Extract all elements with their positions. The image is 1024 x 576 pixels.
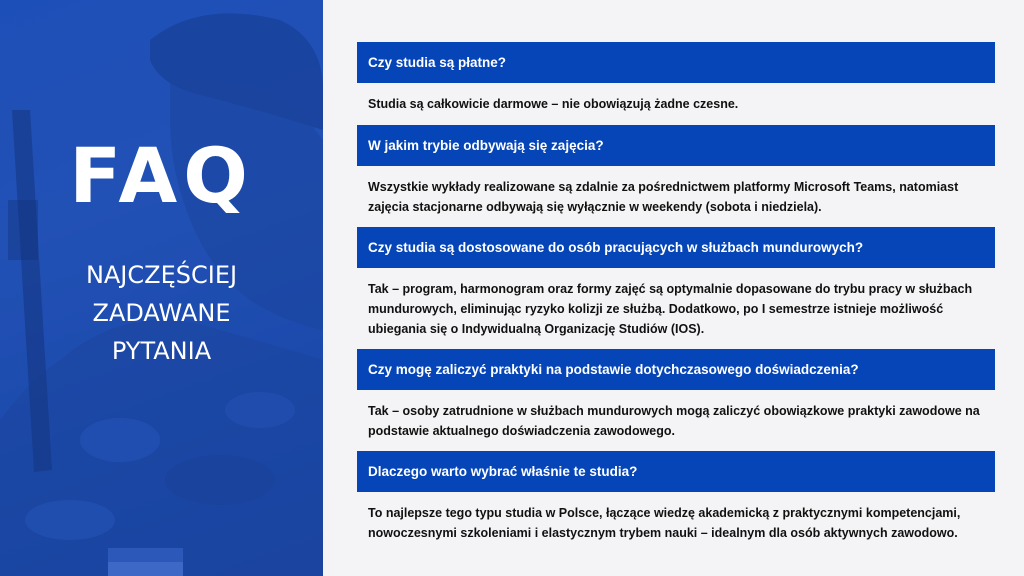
faq-answer: To najlepsze tego typu studia w Polsce, łączące wiedzę akademicką z praktycznymi kompetencjami, nowoczesnymi szkoleniami i elastycznym trybem nauki – idealnym dla osób aktywnych zawodowo. xyxy=(368,506,961,540)
faq-item xyxy=(357,451,995,553)
faq-item xyxy=(357,42,995,125)
faq-item xyxy=(357,125,995,227)
faq-answer: Tak – program, harmonogram oraz formy zajęć są optymalnie dopasowane do trybu pracy w służbach mundurowych, eliminując ryzyko kolizji ze służbą. Dodatkowo, po I semestrze istnieje możliwość ubiegania się o Indywidualną Organizację Studiów (IOS). xyxy=(368,282,973,336)
left-panel xyxy=(0,0,323,576)
subtitle-line: ZADAWANE xyxy=(92,299,231,327)
subtitle-line: PYTANIA xyxy=(111,337,212,365)
faq-question[interactable]: Dlaczego warto wybrać właśnie te studia? xyxy=(357,451,995,492)
faq-item xyxy=(357,349,995,451)
faq-answer: Wszystkie wykłady realizowane są zdalnie za pośrednictwem platformy Microsoft Teams, natomiast zajęcia stacjonarne odbywają się wyłącznie w weekendy (sobota i niedziela). xyxy=(368,180,959,214)
faq-item xyxy=(357,227,995,349)
faq-question[interactable]: Czy studia są płatne? xyxy=(357,42,995,83)
faq-subtitle xyxy=(0,256,323,370)
faq-question[interactable]: Czy studia są dostosowane do osób pracujących w służbach mundurowych? xyxy=(357,227,995,268)
subtitle-line: NAJCZĘŚCIEJ xyxy=(85,261,238,289)
faq-question[interactable]: W jakim trybie odbywają się zajęcia? xyxy=(357,125,995,166)
faq-title: FAQ xyxy=(69,131,254,220)
faq-list xyxy=(357,42,995,553)
faq-answer: Tak – osoby zatrudnione w służbach mundurowych mogą zaliczyć obowiązkowe praktyki zawodowe na podstawie aktualnego doświadczenia zawodowego. xyxy=(368,404,980,438)
faq-answer: Studia są całkowicie darmowe – nie obowiązują żadne czesne. xyxy=(368,97,739,111)
faq-question[interactable]: Czy mogę zaliczyć praktyki na podstawie dotychczasowego doświadczenia? xyxy=(357,349,995,390)
